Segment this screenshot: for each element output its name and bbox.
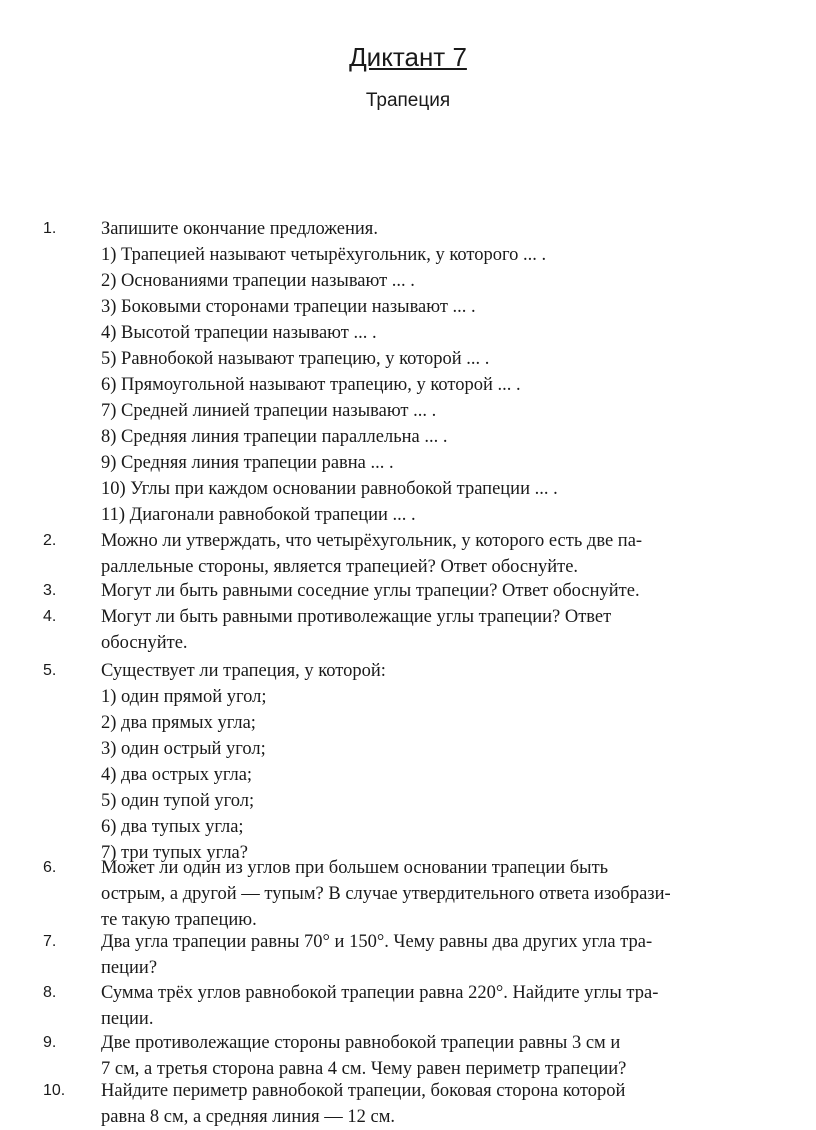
question-text (101, 1030, 791, 1082)
question-line: острым, а другой — тупым? В случае утвердительного ответа изобрази- (101, 884, 671, 904)
question-line: обоснуйте. (101, 633, 188, 653)
subitem: 5) Равнобокой называют трапецию, у которой ... . (101, 349, 490, 369)
page-subtitle: Трапеция (365, 90, 451, 111)
subitem: 2) два прямых угла; (101, 713, 256, 733)
question-text (101, 604, 791, 656)
subitem: 3) один острый угол; (101, 739, 266, 759)
question-text (101, 855, 791, 933)
question-line: Может ли один из углов при большем основании трапеции быть (101, 858, 609, 878)
question-line: Можно ли утверждать, что четырёхугольник, у которого есть две па- (101, 531, 643, 551)
subitem: 10) Углы при каждом основании равнобокой трапеции ... . (101, 479, 558, 499)
question-number: 4. (43, 608, 57, 625)
question-line: Запишите окончание предложения. (101, 219, 378, 239)
question-line: Существует ли трапеция, у которой: (101, 661, 386, 681)
question-line: Два угла трапеции равны 70° и 150°. Чему равны два других угла тра- (101, 932, 653, 952)
subitem: 9) Средняя линия трапеции равна ... . (101, 453, 394, 473)
question-text (101, 216, 791, 528)
question-line: Две противолежащие стороны равнобокой трапеции равны 3 см и (101, 1033, 621, 1053)
question-line: равна 8 см, а средняя линия — 12 см. (101, 1107, 396, 1127)
subitem: 4) два острых угла; (101, 765, 253, 785)
question-line: Найдите периметр равнобокой трапеции, боковая сторона которой (101, 1081, 626, 1101)
question-number: 3. (43, 582, 57, 599)
question-line: Сумма трёх углов равнобокой трапеции равна 220°. Найдите углы тра- (101, 983, 659, 1003)
question-text (101, 528, 791, 580)
question-line: пеции? (101, 958, 158, 978)
question-line: 7 см, а третья сторона равна 4 см. Чему равен периметр трапеции? (101, 1059, 627, 1079)
question-text (101, 980, 791, 1032)
question-number: 8. (43, 984, 57, 1001)
subitem: 6) Прямоугольной называют трапецию, у которой ... . (101, 375, 521, 395)
question-line: Могут ли быть равными противолежащие углы трапеции? Ответ (101, 607, 612, 627)
question-text (101, 578, 791, 604)
question-line: раллельные стороны, является трапецией? Ответ обоснуйте. (101, 557, 579, 577)
question-line: те такую трапецию. (101, 910, 257, 930)
question-number: 2. (43, 532, 57, 549)
subitem: 1) один прямой угол; (101, 687, 267, 707)
question-line: пеции. (101, 1009, 154, 1029)
question-number: 9. (43, 1034, 57, 1051)
subitem: 5) один тупой угол; (101, 791, 255, 811)
subitem: 3) Боковыми сторонами трапеции называют ... . (101, 297, 476, 317)
page-title: Диктант 7 (349, 42, 467, 72)
subitem: 6) два тупых угла; (101, 817, 244, 837)
subitem: 7) Средней линией трапеции называют ... . (101, 401, 437, 421)
question-text (101, 1078, 791, 1130)
subitem: 2) Основаниями трапеции называют ... . (101, 271, 415, 291)
question-line: Могут ли быть равными соседние углы трапеции? Ответ обоснуйте. (101, 581, 640, 601)
subitem: 1) Трапецией называют четырёхугольник, у которого ... . (101, 245, 547, 265)
question-number: 7. (43, 933, 57, 950)
question-number: 5. (43, 662, 57, 679)
question-text (101, 929, 791, 981)
question-text (101, 658, 791, 866)
subitem: 4) Высотой трапеции называют ... . (101, 323, 377, 343)
question-number: 10. (43, 1082, 66, 1099)
subitem: 7) три тупых угла? (101, 843, 248, 863)
subitem: 8) Средняя линия трапеции параллельна ... . (101, 427, 448, 447)
subitem: 11) Диагонали равнобокой трапеции ... . (101, 505, 416, 525)
question-number: 1. (43, 220, 57, 237)
question-number: 6. (43, 859, 57, 876)
